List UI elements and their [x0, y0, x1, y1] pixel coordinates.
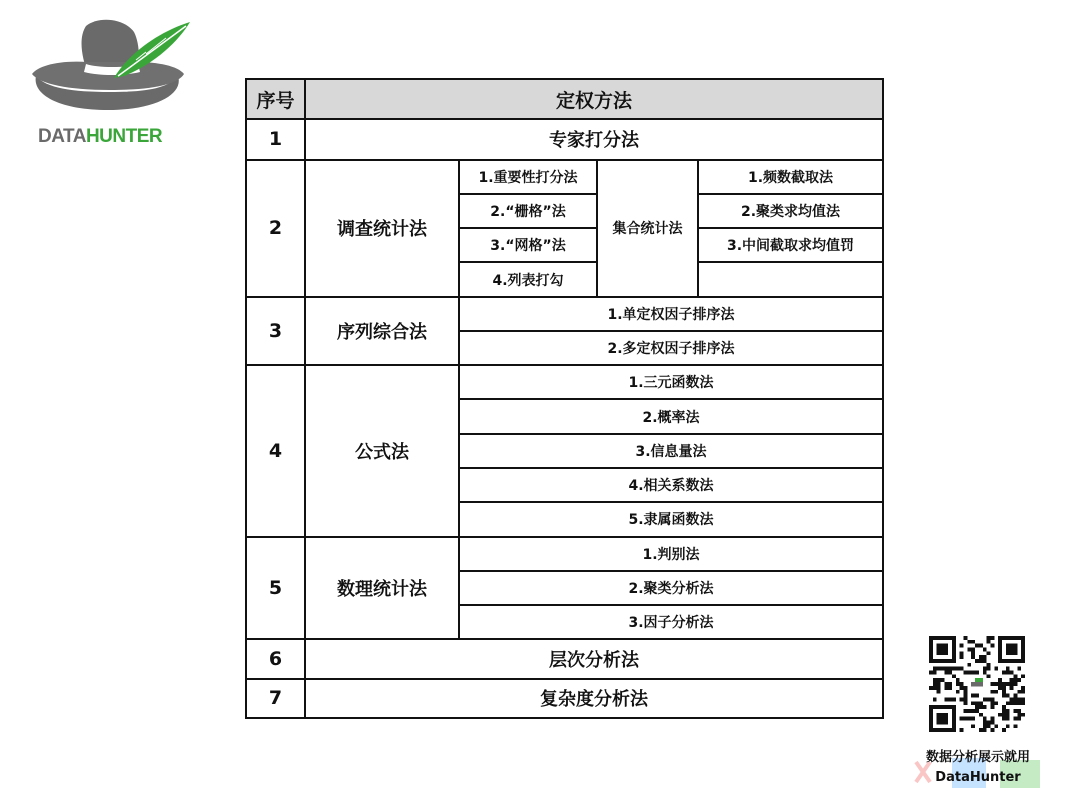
table-row: [246, 537, 883, 571]
sub-method: 3.“网格”法: [459, 228, 597, 262]
table-header-row: [246, 79, 883, 119]
table-row: [246, 639, 883, 678]
method-name: 序列综合法: [305, 297, 459, 366]
qr-caption: [912, 748, 1044, 788]
aggregate-method: 集合统计法: [597, 160, 698, 297]
sub-method: 1.单定权因子排序法: [459, 297, 883, 331]
sub-method: 2.“栅格”法: [459, 194, 597, 228]
sub-method: 2.聚类分析法: [459, 571, 883, 605]
row-number: 3: [246, 297, 305, 366]
qr-caption-line2: DataHunter: [935, 770, 1021, 785]
row-number: 2: [246, 160, 305, 297]
weighting-methods-table: [245, 78, 884, 719]
header-index: 序号: [246, 79, 305, 119]
table-row: [246, 160, 883, 194]
row-number: 6: [246, 639, 305, 678]
row-number: 7: [246, 679, 305, 718]
table-row: [246, 119, 883, 159]
row-number: 4: [246, 365, 305, 536]
qr-caption-line1: 数据分析展示就用: [925, 750, 1030, 765]
row-number: 1: [246, 119, 305, 159]
method-name: 复杂度分析法: [305, 679, 883, 718]
aggregate-sub-method: 3.中间截取求均值罚: [698, 228, 883, 262]
table-row: [246, 365, 883, 399]
datahunter-logo: [28, 14, 198, 154]
sub-method: 4.相关系数法: [459, 468, 883, 502]
sub-method: 3.信息量法: [459, 434, 883, 468]
aggregate-sub-method: 2.聚类求均值法: [698, 194, 883, 228]
sub-method: 2.概率法: [459, 399, 883, 433]
table-row: [246, 297, 883, 331]
sub-method: 1.判别法: [459, 537, 883, 571]
sub-method: 3.因子分析法: [459, 605, 883, 639]
hat-with-feather-icon: [28, 14, 198, 124]
method-name: 专家打分法: [305, 119, 883, 159]
logo-wordmark: DATAHUNTER: [38, 126, 163, 147]
sub-method: 4.列表打勾: [459, 262, 597, 296]
table-row: [246, 679, 883, 718]
method-name: 调查统计法: [305, 160, 459, 297]
method-name: 公式法: [305, 365, 459, 536]
header-method: 定权方法: [305, 79, 883, 119]
aggregate-sub-method: [698, 262, 883, 296]
qr-code-icon[interactable]: [928, 636, 1026, 732]
method-name: 数理统计法: [305, 537, 459, 640]
sub-method: 2.多定权因子排序法: [459, 331, 883, 365]
sub-method: 1.重要性打分法: [459, 160, 597, 194]
sub-method: 1.三元函数法: [459, 365, 883, 399]
method-name: 层次分析法: [305, 639, 883, 678]
sub-method: 5.隶属函数法: [459, 502, 883, 536]
row-number: 5: [246, 537, 305, 640]
aggregate-sub-method: 1.频数截取法: [698, 160, 883, 194]
